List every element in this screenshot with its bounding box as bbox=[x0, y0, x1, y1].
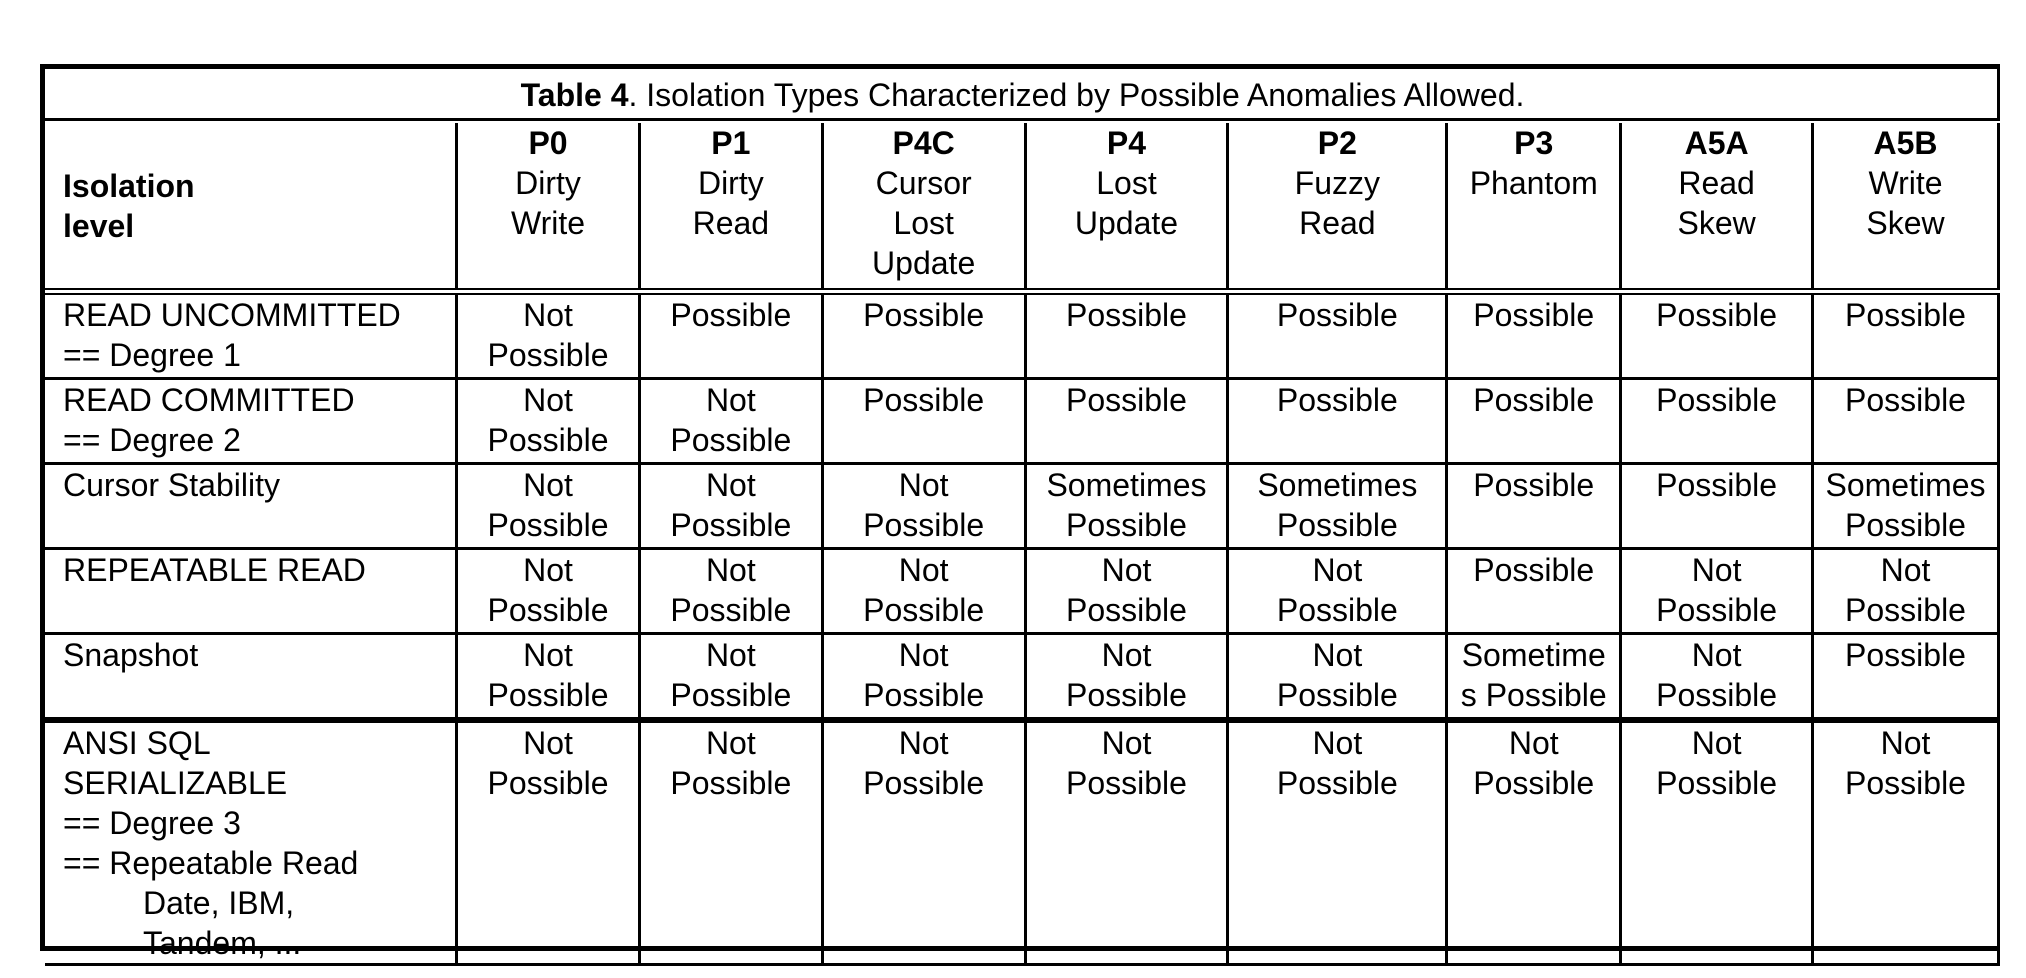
row-label: READ UNCOMMITTED == Degree 1 bbox=[45, 292, 457, 379]
table-cell: Not Possible bbox=[457, 379, 640, 464]
table-row-ansi-serializable bbox=[45, 720, 1999, 965]
table-cell: Not Possible bbox=[639, 464, 822, 549]
row-label-line: SERIALIZABLE bbox=[63, 765, 288, 801]
table-title-number: Table 4 bbox=[520, 77, 629, 113]
column-code: P3 bbox=[1514, 125, 1554, 161]
column-header-p2 bbox=[1228, 123, 1447, 292]
table-cell: Not Possible bbox=[457, 720, 640, 965]
table-cell: Possible bbox=[1025, 292, 1228, 379]
table-title-caption: . Isolation Types Characterized by Possible Anomalies Allowed. bbox=[628, 77, 1525, 113]
table-cell: Sometimes Possible bbox=[1813, 464, 1999, 549]
table-cell: Not Possible bbox=[1228, 634, 1447, 721]
table-cell: Not Possible bbox=[822, 549, 1025, 634]
table-cell: Not Possible bbox=[1621, 634, 1813, 721]
table-cell: Not Possible bbox=[1621, 549, 1813, 634]
row-label: READ COMMITTED == Degree 2 bbox=[45, 379, 457, 464]
column-name: Lost Update bbox=[1074, 165, 1179, 241]
table-cell: Possible bbox=[1228, 379, 1447, 464]
table-cell: Not Possible bbox=[822, 720, 1025, 965]
table-cell: Not Possible bbox=[639, 720, 822, 965]
table-cell: Possible bbox=[1813, 634, 1999, 721]
column-code: P1 bbox=[711, 125, 751, 161]
column-name: Cursor Lost Update bbox=[872, 165, 976, 281]
table-cell: Not Possible bbox=[1447, 720, 1621, 965]
table-cell: Not Possible bbox=[822, 464, 1025, 549]
table-cell: Not Possible bbox=[639, 549, 822, 634]
table-row-read-uncommitted bbox=[45, 292, 1999, 379]
column-code: P4 bbox=[1106, 125, 1147, 161]
table-cell: Not Possible bbox=[1813, 720, 1999, 965]
column-header-p0 bbox=[457, 123, 640, 292]
table-cell: Not Possible bbox=[822, 634, 1025, 721]
isolation-anomalies-table bbox=[40, 64, 2000, 961]
row-label-line-indented: Tandem, ... bbox=[143, 925, 302, 961]
table-cell: Possible bbox=[1621, 379, 1813, 464]
row-label-line: == Repeatable Read bbox=[63, 845, 359, 881]
table-row-cursor-stability bbox=[45, 464, 1999, 549]
table-cell: Not Possible bbox=[1813, 549, 1999, 634]
table-cell: Not Possible bbox=[1228, 549, 1447, 634]
table-cell: Possible bbox=[1447, 464, 1621, 549]
table-cell: Possible bbox=[1228, 292, 1447, 379]
table-cell: Not Possible bbox=[1228, 720, 1447, 965]
table-cell: Not Possible bbox=[457, 464, 640, 549]
table-cell: Not Possible bbox=[639, 379, 822, 464]
table-cell: Not Possible bbox=[639, 634, 822, 721]
row-label-line: ANSI SQL bbox=[63, 725, 211, 761]
column-header-a5a bbox=[1621, 123, 1813, 292]
table-cell: Not Possible bbox=[1025, 549, 1228, 634]
column-header-p3 bbox=[1447, 123, 1621, 292]
table-cell: Possible bbox=[822, 292, 1025, 379]
column-name: Phantom bbox=[1469, 165, 1598, 201]
table-cell: Possible bbox=[1621, 292, 1813, 379]
table-cell: Sometime s Possible bbox=[1447, 634, 1621, 721]
table-cell: Possible bbox=[1447, 549, 1621, 634]
row-label: Cursor Stability bbox=[45, 464, 457, 549]
row-label bbox=[45, 720, 457, 965]
table-cell: Possible bbox=[1813, 292, 1999, 379]
header-row bbox=[45, 123, 1999, 292]
column-header-p4 bbox=[1025, 123, 1228, 292]
column-name: Dirty Read bbox=[692, 165, 770, 241]
table-cell: Possible bbox=[1621, 464, 1813, 549]
table-cell: Sometimes Possible bbox=[1228, 464, 1447, 549]
column-name: Read Skew bbox=[1677, 165, 1756, 241]
table-title-row bbox=[45, 69, 2000, 121]
table-title bbox=[45, 77, 2000, 113]
row-label: Snapshot bbox=[45, 634, 457, 721]
table-row-repeatable-read bbox=[45, 549, 1999, 634]
column-name: Dirty Write bbox=[510, 165, 586, 241]
column-code: P0 bbox=[528, 125, 568, 161]
table-cell: Possible bbox=[1447, 379, 1621, 464]
column-code: A5B bbox=[1873, 125, 1938, 161]
column-header-p1 bbox=[639, 123, 822, 292]
column-header-a5b bbox=[1813, 123, 1999, 292]
title-row-right-border bbox=[1997, 69, 2000, 118]
table-row-read-committed bbox=[45, 379, 1999, 464]
table-cell: Possible bbox=[639, 292, 822, 379]
table-cell: Possible bbox=[822, 379, 1025, 464]
table-row-snapshot bbox=[45, 634, 1999, 721]
table-cell: Possible bbox=[1813, 379, 1999, 464]
row-label-line-indented: Date, IBM, bbox=[143, 885, 295, 921]
table-cell: Not Possible bbox=[1025, 634, 1228, 721]
table-cell: Possible bbox=[1025, 379, 1228, 464]
column-header-p4c bbox=[822, 123, 1025, 292]
column-code: P4C bbox=[892, 125, 955, 161]
table-cell: Possible bbox=[1447, 292, 1621, 379]
table-cell: Not Possible bbox=[1025, 720, 1228, 965]
table-cell: Not Possible bbox=[457, 292, 640, 379]
column-code: A5A bbox=[1684, 125, 1749, 161]
table-cell: Not Possible bbox=[1621, 720, 1813, 965]
isolation-level-header: Isolation level bbox=[45, 123, 457, 292]
column-name: Fuzzy Read bbox=[1294, 165, 1381, 241]
column-code: P2 bbox=[1317, 125, 1357, 161]
table-cell: Sometimes Possible bbox=[1025, 464, 1228, 549]
anomaly-grid bbox=[45, 123, 2000, 966]
row-label: REPEATABLE READ bbox=[45, 549, 457, 634]
table-cell: Not Possible bbox=[457, 549, 640, 634]
column-name: Write Skew bbox=[1866, 165, 1945, 241]
table-cell: Not Possible bbox=[457, 634, 640, 721]
row-label-line: == Degree 3 bbox=[63, 805, 241, 841]
